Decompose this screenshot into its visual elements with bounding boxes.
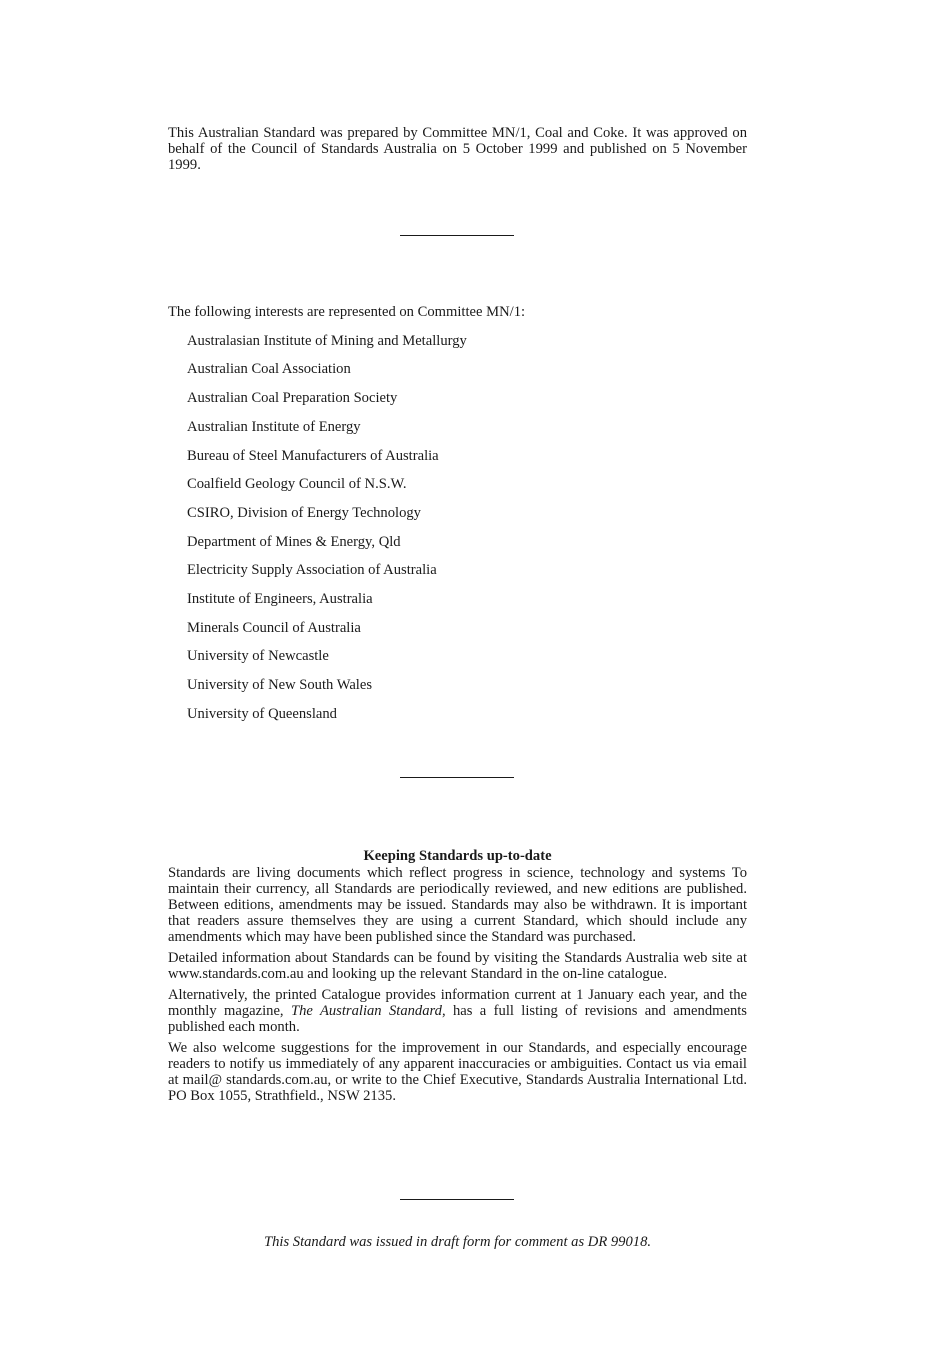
committee-member: Minerals Council of Australia xyxy=(187,619,361,636)
keeping-paragraph-catalogue xyxy=(168,987,747,1035)
committee-member: Department of Mines & Energy, Qld xyxy=(187,533,401,550)
committee-member: Electricity Supply Association of Australia xyxy=(187,562,437,579)
keeping-standards-title: Keeping Standards up-to-date xyxy=(363,848,552,864)
committee-member: Institute of Engineers, Australia xyxy=(187,590,373,607)
keeping-paragraph-website: Detailed information about Standards can be found by visiting the Standards Australia web site at www.standards.com.au and looking up the relevant Standard in the on-line catalogue. xyxy=(168,950,747,983)
committee-heading: The following interests are represented on Committee MN/1: xyxy=(168,304,526,320)
committee-member: Bureau of Steel Manufacturers of Australia xyxy=(187,447,439,464)
preparation-statement xyxy=(168,125,747,174)
section-divider xyxy=(400,777,514,778)
committee-member: CSIRO, Division of Energy Technology xyxy=(187,504,421,521)
committee-member: University of New South Wales xyxy=(187,677,373,694)
catalogue-text-end: , has a full listing of revisions and amendments published each month. xyxy=(168,1002,747,1036)
keeping-standards-section xyxy=(168,847,747,1109)
keeping-paragraph-living-documents: Standards are living documents which reflect progress in science, technology and systems To maintain their currency, all Standards are periodically reviewed, and new editions are published. Between editions, amendments may be issued. Standards may also be withdrawn. It is important that readers assure themselves they are using a current Standard, which should include any amendments which may have been published since the Standard was purchased. xyxy=(168,865,747,946)
section-divider xyxy=(400,235,514,236)
committee-member-list xyxy=(168,332,747,723)
committee-member: Coalfield Geology Council of N.S.W. xyxy=(187,476,407,493)
draft-issue-note: This Standard was issued in draft form for comment as DR 99018. xyxy=(263,1234,652,1250)
keeping-paragraph-suggestions: We also welcome suggestions for the improvement in our Standards, and especially encourage readers to notify us immediately of any apparent inaccuracies or ambiguities. Contact us via email at mail@ standards.com.au, or write to the Chief Executive, Standards Australia International Ltd. PO Box 1055, Strathfield., NSW 2135. xyxy=(168,1039,747,1104)
committee-member: Australian Coal Association xyxy=(187,361,351,378)
section-divider xyxy=(400,1199,514,1200)
catalogue-text-start: Alternatively, the printed Catalogue provides information current at 1 January each year, and the monthly magazine, xyxy=(168,986,747,1019)
magazine-title: The Australian Standard xyxy=(290,1002,442,1019)
committee-member: Australasian Institute of Mining and Metallurgy xyxy=(187,332,467,349)
committee-interests xyxy=(168,303,747,733)
committee-member: Australian Coal Preparation Society xyxy=(187,390,398,407)
committee-member: Australian Institute of Energy xyxy=(187,418,361,435)
committee-member: University of Queensland xyxy=(187,705,337,722)
committee-member: University of Newcastle xyxy=(187,648,329,665)
preparation-statement-text: This Australian Standard was prepared by Committee MN/1, Coal and Coke. It was approved on behalf of the Council of Standards Australia on 5 October 1999 and published on 5 November 1999. xyxy=(168,125,747,174)
